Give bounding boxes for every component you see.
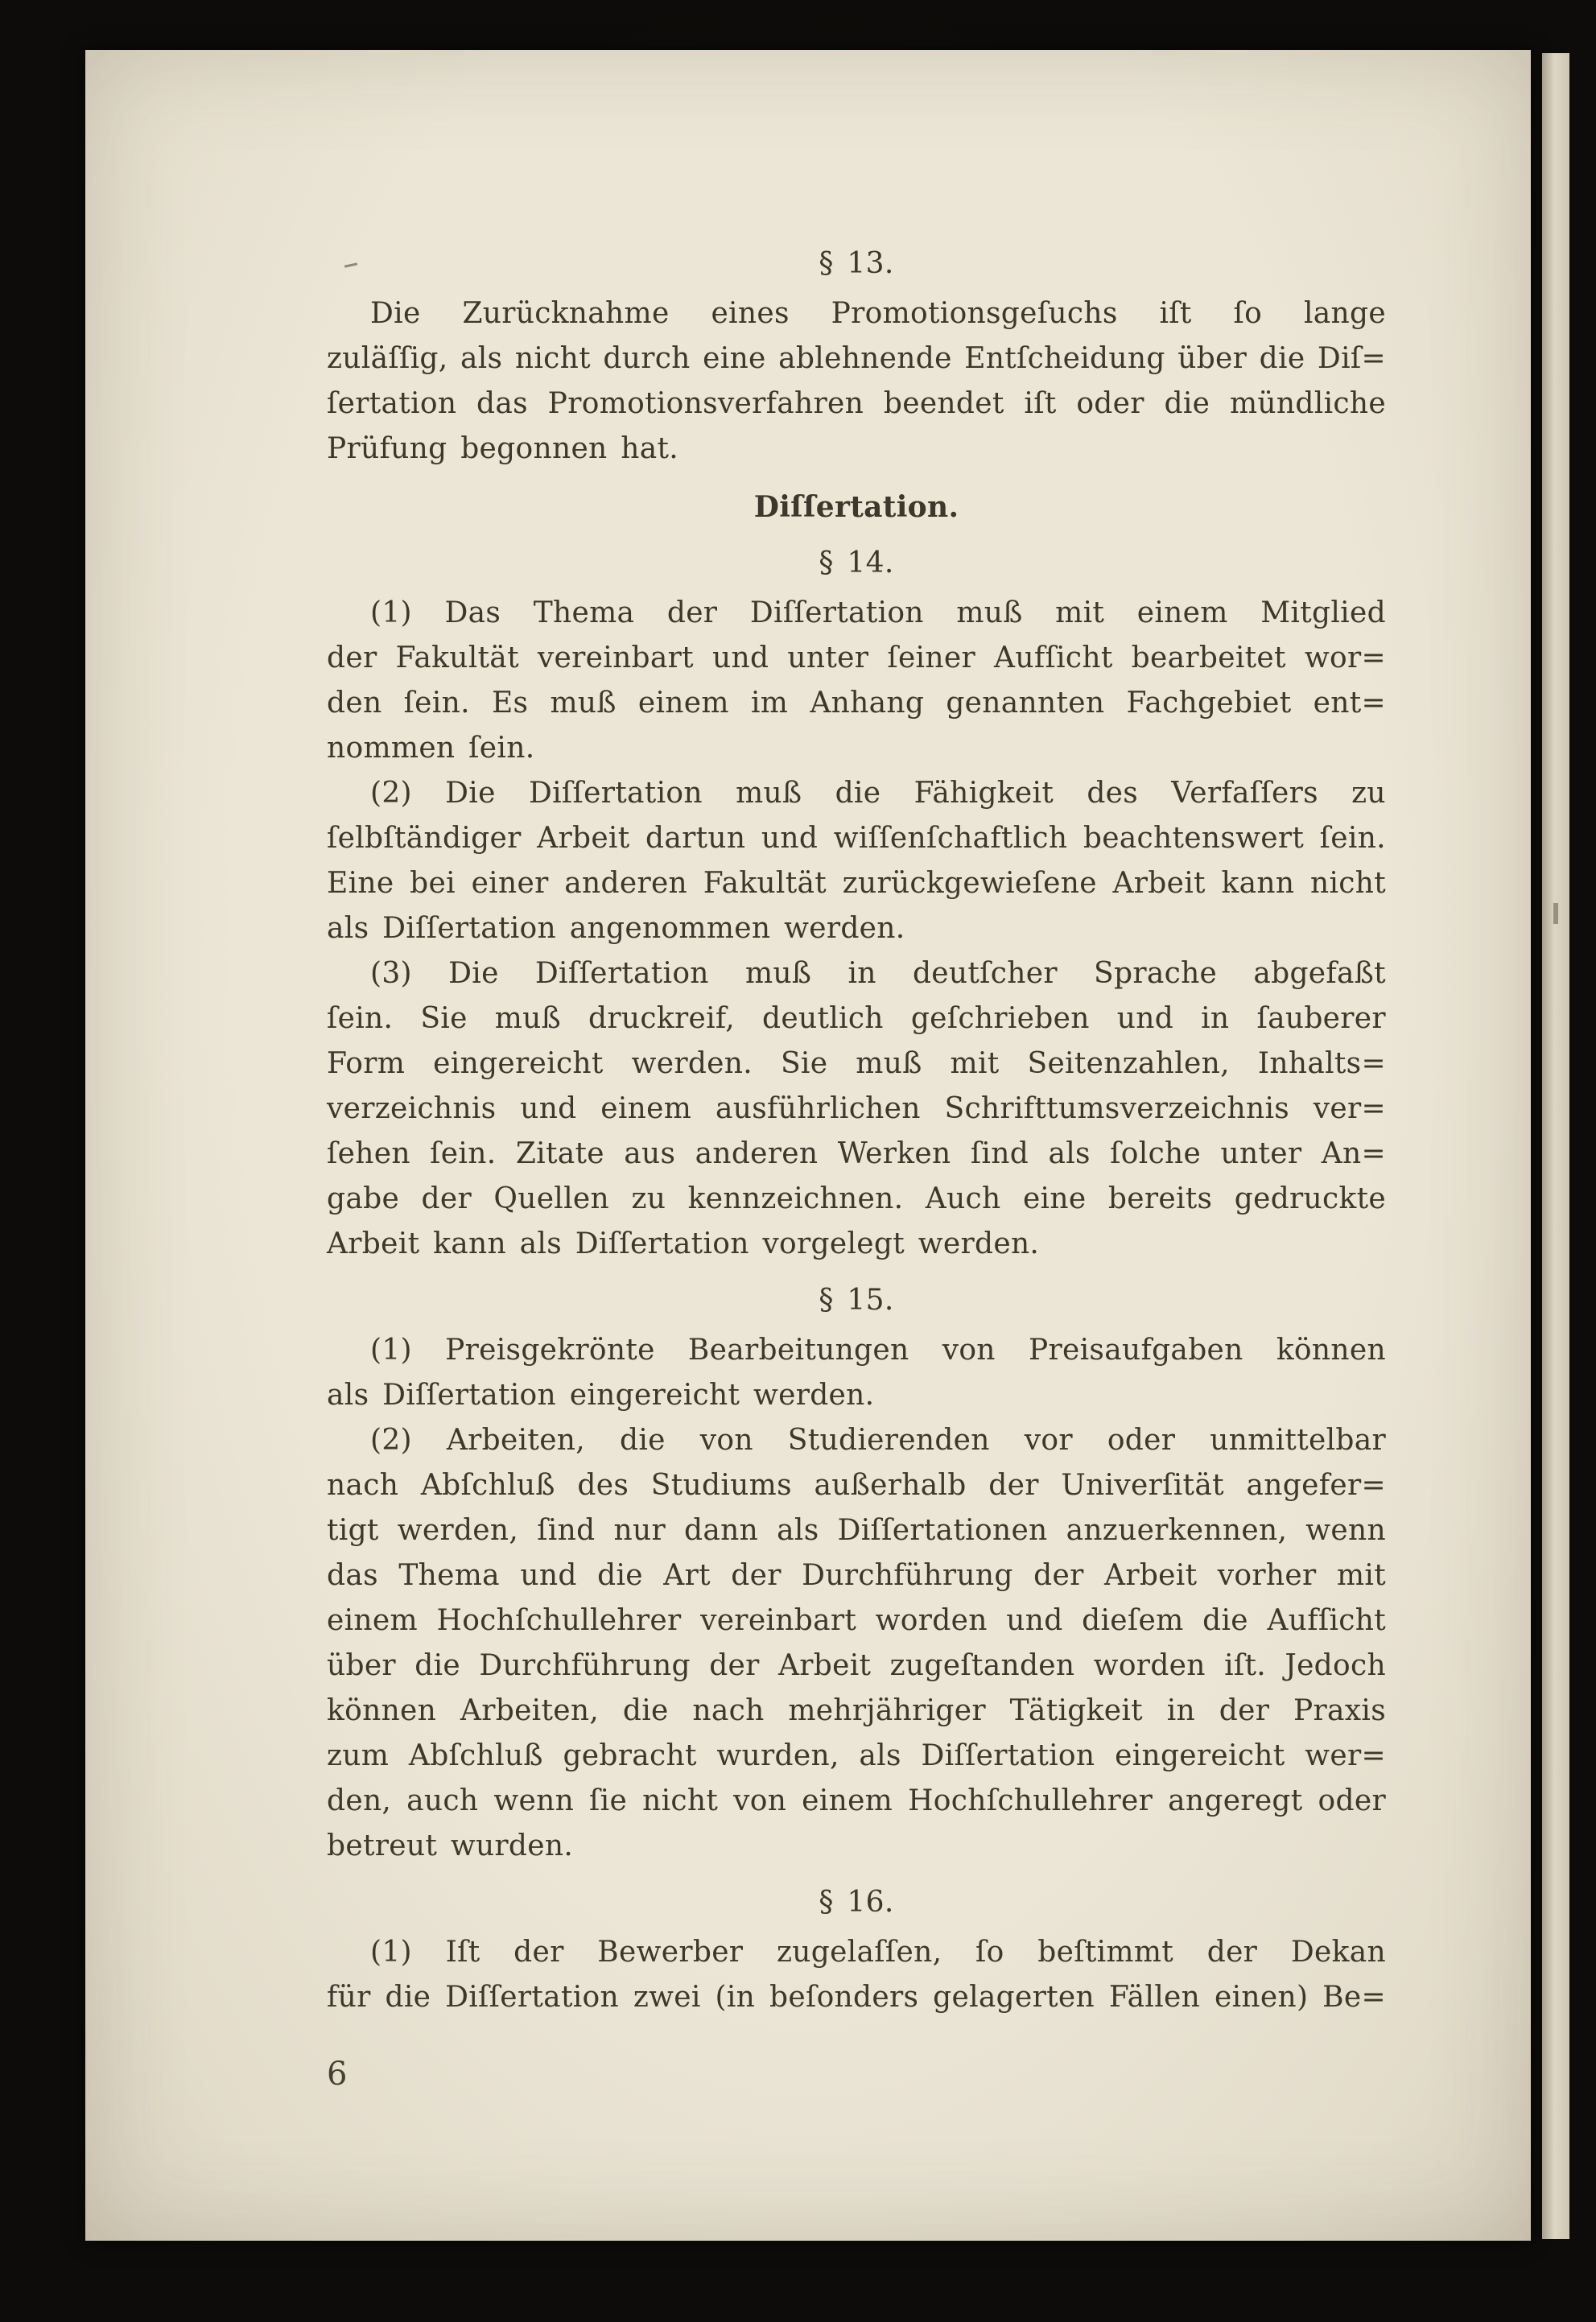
text-line: (1) Das Thema der Diſſertation muß mit einem Mitglied (370, 596, 1386, 629)
next-page-edge (1542, 53, 1569, 2239)
section-heading: § 14. (819, 546, 894, 579)
chapter-heading: Diſſertation. (753, 490, 959, 524)
text-line: Die Zurücknahme eines Promotionsgeſuchs iſt ſo lange (370, 297, 1386, 330)
paragraph (327, 951, 1386, 1267)
text-line: Form eingereicht werden. Sie muß mit Seitenzahlen, Inhalts= (327, 1047, 1386, 1080)
page-number: 6 (327, 2056, 348, 2093)
text-line: ſelbſtändiger Arbeit dartun und wiſſenſchaftlich beachtenswert ſein. (327, 822, 1386, 855)
text-line: (3) Die Diſſertation muß in deutſcher Sprache abgefaßt (370, 957, 1386, 990)
text-line: das Thema und die Art der Durchführung der Arbeit vorher mit (327, 1559, 1386, 1592)
text-line: als Diſſertation angenommen werden. (327, 912, 905, 945)
text-line: über die Durchführung der Arbeit zugeſtanden worden iſt. Jedoch (327, 1649, 1386, 1682)
text-line: Eine bei einer anderen Fakultät zurückgewieſene Arbeit kann nicht (327, 867, 1386, 900)
text-line: (1) Iſt der Bewerber zugelaſſen, ſo beſtimmt der Dekan (370, 1936, 1386, 1969)
book-page (85, 50, 1531, 2241)
text-line: für die Diſſertation zwei (in beſonders gelagerten Fällen einen) Be= (327, 1981, 1386, 2014)
text-line: als Diſſertation eingereicht werden. (327, 1379, 875, 1412)
text-line: zum Abſchluß gebracht wurden, als Diſſertation eingereicht wer= (327, 1739, 1386, 1772)
text-line: betreut wurden. (327, 1829, 574, 1862)
paragraph (327, 771, 1386, 951)
text-line: nach Abſchluß des Studiums außerhalb der Univerſität angefer= (327, 1469, 1386, 1502)
text-line: können Arbeiten, die nach mehrjähriger Tätigkeit in der Praxis (327, 1694, 1386, 1727)
text-line: der Fakultät vereinbart und unter ſeiner Aufſicht bearbeitet wor= (327, 641, 1386, 674)
paragraph (327, 1930, 1386, 2020)
section-heading: § 13. (819, 247, 894, 280)
page-edge-mark (1553, 903, 1558, 924)
text-line: ſertation das Promotionsverfahren beendet iſt oder die mündliche (327, 387, 1386, 420)
paragraph (327, 1328, 1386, 1418)
text-line: ſehen ſein. Zitate aus anderen Werken ſind als ſolche unter An= (327, 1137, 1386, 1170)
section-heading: § 16. (819, 1886, 894, 1919)
paragraph (327, 1418, 1386, 1869)
text-line: einem Hochſchullehrer vereinbart worden und dieſem die Aufſicht (327, 1604, 1386, 1637)
text-line: verzeichnis und einem ausführlichen Schrifttumsverzeichnis ver= (327, 1092, 1386, 1125)
paragraph (327, 291, 1386, 472)
section-heading: § 15. (819, 1284, 894, 1317)
text-line: (2) Die Diſſertation muß die Fähigkeit des Verfaſſers zu (370, 777, 1386, 810)
text-line: den, auch wenn ſie nicht von einem Hochſchullehrer angeregt oder (327, 1784, 1386, 1817)
text-line: tigt werden, ſind nur dann als Diſſertationen anzuerkennen, wenn (327, 1514, 1386, 1547)
text-line: (2) Arbeiten, die von Studierenden vor oder unmittelbar (370, 1424, 1386, 1457)
text-line: ſein. Sie muß druckreif, deutlich geſchrieben und in ſauberer (327, 1002, 1386, 1035)
text-line: Prüfung begonnen hat. (327, 432, 679, 465)
text-line: gabe der Quellen zu kennzeichnen. Auch eine bereits gedruckte (327, 1182, 1386, 1215)
page-content (327, 241, 1386, 2020)
text-line: nommen ſein. (327, 732, 535, 765)
text-line: Arbeit kann als Diſſertation vorgelegt werden. (327, 1227, 1040, 1260)
paragraph (327, 591, 1386, 771)
text-line: (1) Preisgekrönte Bearbeitungen von Preisaufgaben können (370, 1334, 1386, 1367)
text-line: zuläſſig, als nicht durch eine ablehnende Entſcheidung über die Diſ= (327, 342, 1386, 375)
text-line: den ſein. Es muß einem im Anhang genannten Fachgebiet ent= (327, 687, 1386, 720)
